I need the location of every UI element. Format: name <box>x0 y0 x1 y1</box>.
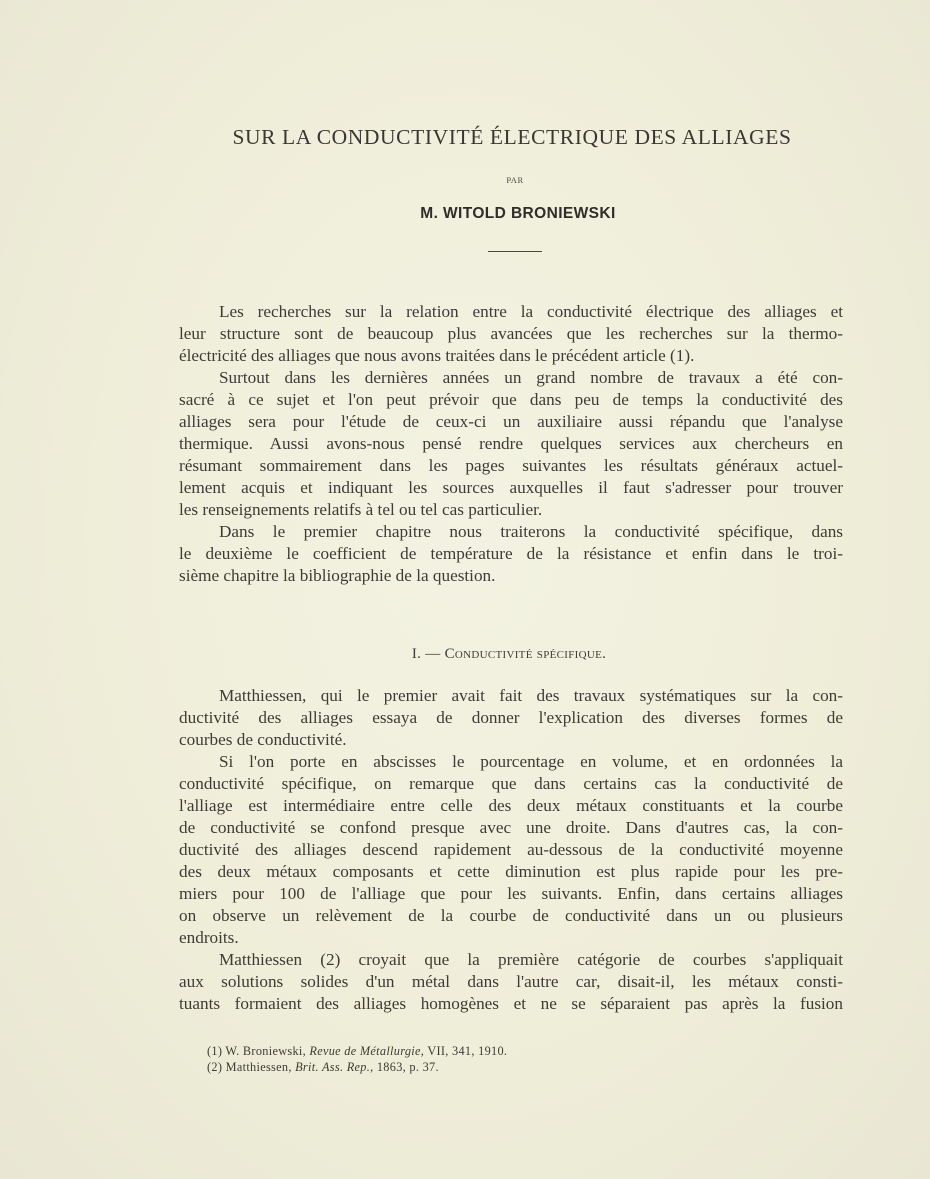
footnote-source: Revue de Métallurgie, <box>309 1044 425 1058</box>
section-heading <box>0 644 930 664</box>
footnote-author: Matthiessen, <box>225 1060 292 1074</box>
footnote-author: W. Broniewski, <box>225 1044 307 1058</box>
title-divider <box>488 251 542 252</box>
text-line: sième chapitre la bibliographie de la question. <box>179 566 496 585</box>
text-line: Si l'on porte en abscisses le pourcentage en volume, et en ordonnées la <box>219 752 843 771</box>
text-line: alliages sera pour l'étude de ceux-ci un auxiliaire aussi répandu que l'analyse <box>179 412 843 431</box>
text-line: des deux métaux composants et cette diminution est plus rapide pour les pre- <box>179 862 843 881</box>
text-line: lement acquis et indiquant les sources auxquelles il faut s'adresser pour trouver <box>179 478 843 497</box>
text-line: on observe un relèvement de la courbe de conductivité dans un ou plusieurs <box>179 906 843 925</box>
text-line: électricité des alliages que nous avons traitées dans le précédent article (1). <box>179 346 695 365</box>
text-line: courbes de conductivité. <box>179 730 347 749</box>
section-number: I. — <box>411 646 441 662</box>
text-line: aux solutions solides d'un métal dans l'autre car, disait-il, les métaux consti- <box>179 972 843 991</box>
text-line: endroits. <box>179 928 239 947</box>
text-line: de conductivité se confond presque avec une droite. Dans d'autres cas, la con- <box>179 818 843 837</box>
text-line: ductivité des alliages descend rapidement au-dessous de la conductivité moyenne <box>179 840 843 859</box>
text-line: résumant sommairement dans les pages suivantes les résultats généraux actuel- <box>179 456 843 475</box>
text-line: ductivité des alliages essaya de donner l'explication des diverses formes de <box>179 708 843 727</box>
text-line: Matthiessen, qui le premier avait fait des travaux systématiques sur la con- <box>219 686 843 705</box>
text-line: Les recherches sur la relation entre la conductivité électrique des alliages et <box>219 302 843 321</box>
footnote-marker: (1) <box>207 1044 223 1058</box>
text-line: Dans le premier chapitre nous traiterons la conductivité spécifique, dans <box>219 522 843 541</box>
footnote-ref: 1863, p. 37. <box>376 1060 439 1074</box>
footnote-source: Brit. Ass. Rep., <box>295 1060 374 1074</box>
text-line: sacré à ce sujet et l'on peut prévoir que dans peu de temps la conductivité des <box>179 390 843 409</box>
footnote <box>207 1043 507 1059</box>
text-line: tuants formaient des alliages homogènes et ne se séparaient pas après la fusion <box>179 994 843 1013</box>
author-name: M. WITOLD BRONIEWSKI <box>420 205 616 222</box>
text-line: Surtout dans les dernières années un grand nombre de travaux a été con- <box>219 368 843 387</box>
text-line: Matthiessen (2) croyait que la première catégorie de courbes s'appliquait <box>219 950 843 969</box>
text-line: conductivité spécifique, on remarque que dans certains cas la conductivité de <box>179 774 843 793</box>
text-line: le deuxième le coefficient de température de la résistance et enfin dans le troi- <box>179 544 843 563</box>
footnote-ref: VII, 341, 1910. <box>427 1044 508 1058</box>
footnote-marker: (2) <box>207 1060 223 1074</box>
text-line: l'alliage est intermédiaire entre celle des deux métaux constituants et la courbe <box>179 796 843 815</box>
text-line: leur structure sont de beaucoup plus avancées que les recherches sur la thermo- <box>179 324 843 343</box>
section-title: Conductivité spécifique. <box>444 646 607 662</box>
by-label: PAR <box>506 175 524 185</box>
footnote <box>207 1059 439 1075</box>
article-title: SUR LA CONDUCTIVITÉ ÉLECTRIQUE DES ALLIAGES <box>232 125 792 149</box>
text-line: les renseignements relatifs à tel ou tel cas particulier. <box>179 500 543 519</box>
text-line: miers pour 100 de l'alliage que pour les suivants. Enfin, dans certains alliages <box>179 884 843 903</box>
text-line: thermique. Aussi avons-nous pensé rendre quelques services aux chercheurs en <box>179 434 843 453</box>
